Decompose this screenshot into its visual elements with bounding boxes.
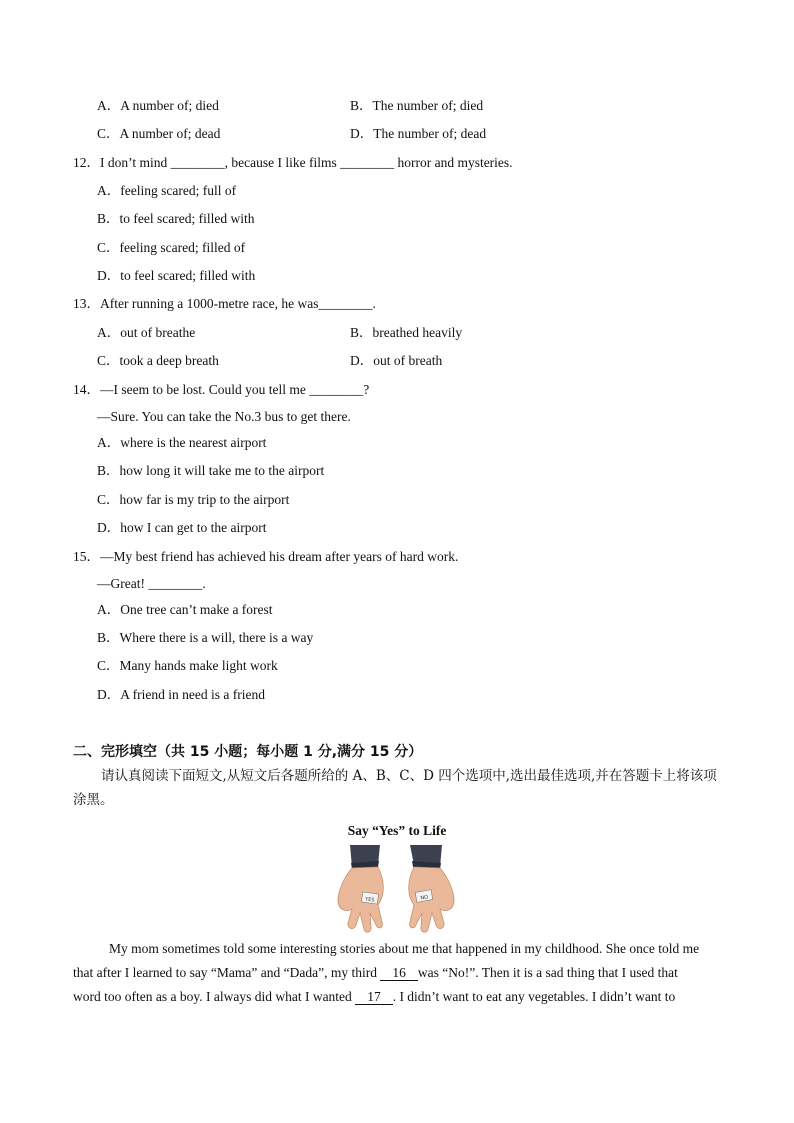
blank-17: 17 [355, 990, 393, 1005]
no-card-label: NO [420, 894, 429, 902]
q13-stem: 13．After running a 1000-metre race, he was________. [73, 296, 376, 311]
passage-text: that after I learned to say “Mama” and “Dada”, my third [73, 965, 381, 980]
q12-option-b: B．to feel scared; filled with [97, 211, 255, 226]
section-heading: 二、完形填空（共 15 小题；每小题 1 分,满分 15 分） [73, 744, 423, 760]
q14-option-d: D．how I can get to the airport [97, 520, 267, 535]
q13-option-a: A．out of breathe [97, 325, 196, 340]
q12-stem: 12．I don’t mind ________, because I like films ________ horror and mysteries. [73, 155, 513, 170]
q14-option-b: B．how long it will take me to the airport [97, 463, 325, 478]
passage-text: . I didn’t want to eat any vegetables. I didn’t want to [392, 989, 676, 1004]
q13-option-b: B．breathed heavily [350, 325, 463, 340]
q11-option-b: B．The number of; died [350, 98, 484, 113]
passage-title: Say “Yes” to Life [347, 823, 447, 838]
q11-option-d: D．The number of; dead [350, 126, 487, 141]
q15-option-b: B．Where there is a will, there is a way [97, 630, 314, 645]
q14-stem: 14．—I seem to be lost. Could you tell me ________? [73, 382, 370, 397]
q15-stem-reply: —Great! ________. [97, 576, 206, 591]
q14-stem-reply: —Sure. You can take the No.3 bus to get there. [97, 409, 351, 424]
q13-option-c: C．took a deep breath [97, 353, 219, 368]
q15-option-d: D．A friend in need is a friend [97, 687, 265, 702]
q14-option-a: A．where is the nearest airport [97, 435, 267, 450]
q12-option-c: C．feeling scared; filled of [97, 240, 246, 255]
q12-option-d: D．to feel scared; filled with [97, 268, 256, 283]
yes-card-label: YES [364, 896, 375, 904]
q15-option-c: C．Many hands make light work [97, 658, 278, 673]
q12-option-a: A．feeling scared; full of [97, 183, 237, 198]
q13-option-d: D．out of breath [350, 353, 443, 368]
q14-option-c: C．how far is my trip to the airport [97, 492, 290, 507]
q11-option-c: C．A number of; dead [97, 126, 221, 141]
passage-line-1: My mom sometimes told some interesting stories about me that happened in my childhood. She once told me [109, 941, 700, 956]
passage-line-3 [73, 985, 725, 1009]
q15-stem: 15．—My best friend has achieved his dream after years of hard work. [73, 549, 459, 564]
passage-text: was “No!”. Then it is a sad thing that I used that [417, 965, 678, 980]
q15-option-a: A．One tree can’t make a forest [97, 602, 273, 617]
section-instruction: 请认真阅读下面短文,从短文后各题所给的 A、B、C、D 四个选项中,选出最佳选项,并在答题卡上将该项涂黑。 [73, 768, 717, 808]
q11-option-a: A．A number of; died [97, 98, 219, 113]
passage-text: word too often as a boy. I always did what I wanted [73, 989, 356, 1004]
passage-line-2 [73, 961, 725, 985]
hands-illustration [334, 843, 462, 935]
blank-16: 16 [380, 966, 418, 981]
